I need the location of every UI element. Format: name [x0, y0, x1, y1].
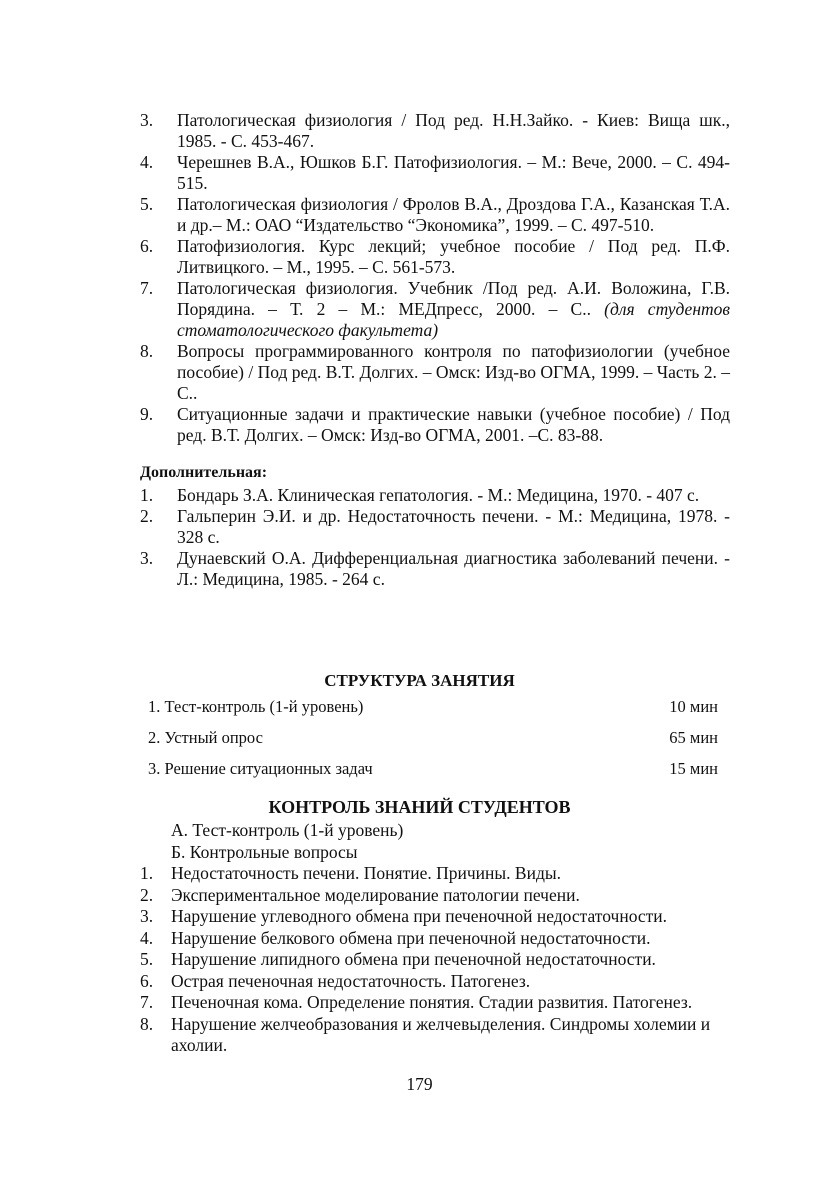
question-number: 5. — [140, 949, 154, 969]
reference-item — [140, 194, 730, 236]
structure-time: 10 мин — [669, 697, 718, 716]
additional-item — [140, 506, 730, 548]
question-number: 7. — [140, 992, 154, 1012]
question-item — [140, 885, 730, 907]
additional-text: Бондарь З.А. Клиническая гепатология. - М.: Медицина, 1970. - 407 с. — [177, 485, 700, 505]
structure-time: 65 мин — [669, 728, 718, 747]
control-heading: КОНТРОЛЬ ЗНАНИЙ СТУДЕНТОВ — [268, 797, 571, 817]
reference-text: Патофизиология. Курс лекций; учебное пособие / Под ред. П.Ф. Литвицкого. – М., 1995. – С. 561-573. — [177, 236, 730, 277]
reference-item — [140, 110, 730, 152]
reference-item — [140, 278, 730, 341]
reference-text: Ситуационные задачи и практические навыки (учебное пособие) / Под ред. В.Т. Долгих. – Омск: Изд-во ОГМА, 2001. –С. 83-88. — [177, 404, 730, 445]
question-text: Экспериментальное моделирование патологии печени. — [171, 884, 580, 905]
reference-number: 8. — [140, 341, 154, 361]
control-sub-b: Б. Контрольные вопросы — [171, 841, 358, 862]
reference-text: Вопросы программированного контроля по патофизиологии (учебное пособие) / Под ред. В.Т. Долгих. – Омск: Изд-во ОГМА, 1999. – Часть 2. – С.. — [177, 341, 730, 403]
page-number: 179 — [406, 1074, 433, 1094]
control-sub-a: А. Тест-контроль (1-й уровень) — [171, 820, 404, 840]
additional-item — [140, 485, 730, 506]
structure-heading: СТРУКТУРА ЗАНЯТИЯ — [324, 671, 515, 690]
additional-number: 1. — [140, 485, 154, 505]
reference-text: Черешнев В.А., Юшков Б.Г. Патофизиология. – М.: Вече, 2000. – С. 494-515. — [177, 152, 730, 193]
reference-number: 5. — [140, 194, 154, 214]
reference-number: 6. — [140, 236, 154, 256]
control-section — [140, 820, 730, 1057]
question-number: 8. — [140, 1013, 154, 1034]
reference-number: 4. — [140, 152, 154, 172]
reference-item — [140, 236, 730, 278]
question-item — [140, 971, 730, 993]
question-text: Острая печеночная недостаточность. Патогенез. — [171, 970, 531, 991]
additional-item — [140, 548, 730, 590]
reference-item — [140, 152, 730, 194]
structure-table — [148, 697, 718, 790]
additional-text: Дунаевский О.А. Дифференциальная диагностика заболеваний печени. - Л.: Медицина, 1985. - 264 с. — [177, 548, 730, 589]
question-text: Нарушение липидного обмена при печеночной недостаточности. — [171, 949, 656, 969]
reference-number: 3. — [140, 110, 154, 130]
question-item — [140, 1014, 730, 1057]
reference-item — [140, 404, 730, 446]
reference-item — [140, 341, 730, 404]
additional-heading: Дополнительная: — [140, 464, 268, 481]
question-text: Нарушение желчеобразования и желчевыделения. Синдромы холемии и ахолии. — [171, 1013, 711, 1055]
additional-number: 2. — [140, 506, 154, 526]
question-item — [140, 928, 730, 950]
question-item — [140, 949, 730, 971]
reference-text: Патологическая физиология. Учебник /Под ред. А.И. Воложина, Г.В. Порядина. – Т. 2 – М.: МЕДпресс, 2000. – С.. — [177, 278, 730, 319]
question-item — [140, 906, 730, 928]
additional-text: Гальперин Э.И. и др. Недостаточность печени. - М.: Медицина, 1978. - 328 с. — [177, 506, 730, 547]
question-text: Нарушение углеводного обмена при печеночной недостаточности. — [171, 906, 668, 926]
structure-row — [148, 697, 718, 728]
question-number: 2. — [140, 884, 154, 905]
structure-row — [148, 728, 718, 759]
reference-number: 7. — [140, 278, 154, 298]
structure-label: 2. Устный опрос — [148, 728, 263, 747]
question-item — [140, 992, 730, 1014]
question-item — [140, 863, 730, 885]
reference-list — [140, 110, 730, 590]
question-text: Недостаточность печени. Понятие. Причины. Виды. — [171, 863, 561, 883]
reference-number: 9. — [140, 404, 154, 424]
question-number: 3. — [140, 906, 154, 926]
structure-label: 1. Тест-контроль (1-й уровень) — [148, 697, 364, 716]
question-number: 1. — [140, 863, 154, 883]
reference-text: Патологическая физиология / Фролов В.А., Дроздова Г.А., Казанская Т.А. и др.– М.: ОАО “Издательство “Экономика”, 1999. – С. 497-510. — [177, 194, 730, 235]
question-number: 6. — [140, 970, 154, 991]
additional-number: 3. — [140, 548, 154, 568]
structure-label: 3. Решение ситуационных задач — [148, 759, 373, 778]
question-number: 4. — [140, 927, 154, 948]
question-text: Нарушение белкового обмена при печеночной недостаточности. — [171, 927, 651, 948]
reference-text: Патологическая физиология / Под ред. Н.Н.Зайко. - Киев: Вища шк., 1985. - С. 453-467. — [177, 110, 730, 151]
structure-row — [148, 759, 718, 790]
structure-time: 15 мин — [669, 759, 718, 778]
reference-note: (для студентов стоматологического факультета) — [177, 299, 730, 340]
question-text: Печеночная кома. Определение понятия. Стадии развития. Патогенез. — [171, 992, 693, 1012]
